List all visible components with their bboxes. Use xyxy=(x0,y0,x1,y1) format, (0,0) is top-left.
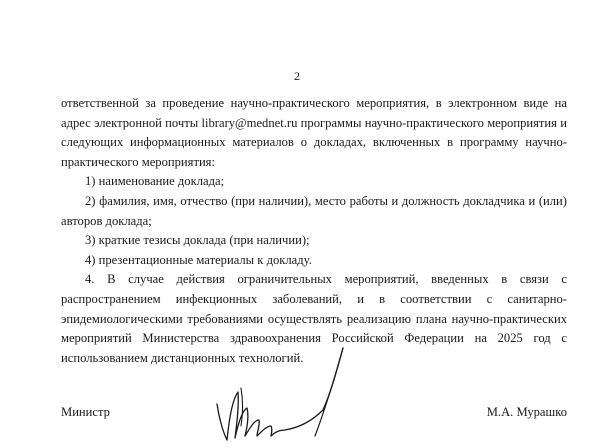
signatory-title: Министр xyxy=(61,405,110,419)
list-item-title: 1) наименование доклада; xyxy=(85,174,225,189)
list-item-abstract: 3) краткие тезисы доклада (при наличии); xyxy=(85,233,310,248)
list-item-presentation: 4) презентационные материалы к докладу. xyxy=(85,252,312,267)
page-number: 2 xyxy=(294,69,300,83)
paragraph-intro: ответственной за проведение научно-практического мероприятия, в электронном виде на адрес электронной почты library@mednet.ru программы научно-практического мероприятия и следующих информационных материалов о докладах, включенных в программу научно-практического мероприятия: xyxy=(61,96,567,169)
document-body xyxy=(61,94,567,368)
list-item-author: 2) фамилия, имя, отчество (при наличии), место работы и должность докладчика и (или) авторов доклада; xyxy=(61,193,567,228)
paragraph-item-4: 4. В случае действия ограничительных мероприятий, введенных в связи с распространением инфекционных заболеваний, и в соответствии с санитарно-эпидемиологическими требованиями осуществлять реализацию плана научно-практических мероприятий Министерства здравоохранения Российской Федерации на 2025 год с использованием дистанционных технологий. xyxy=(61,272,567,365)
signature-block xyxy=(61,403,567,423)
handwritten-signature xyxy=(205,340,375,448)
signatory-name: М.А. Мурашко xyxy=(486,405,567,419)
